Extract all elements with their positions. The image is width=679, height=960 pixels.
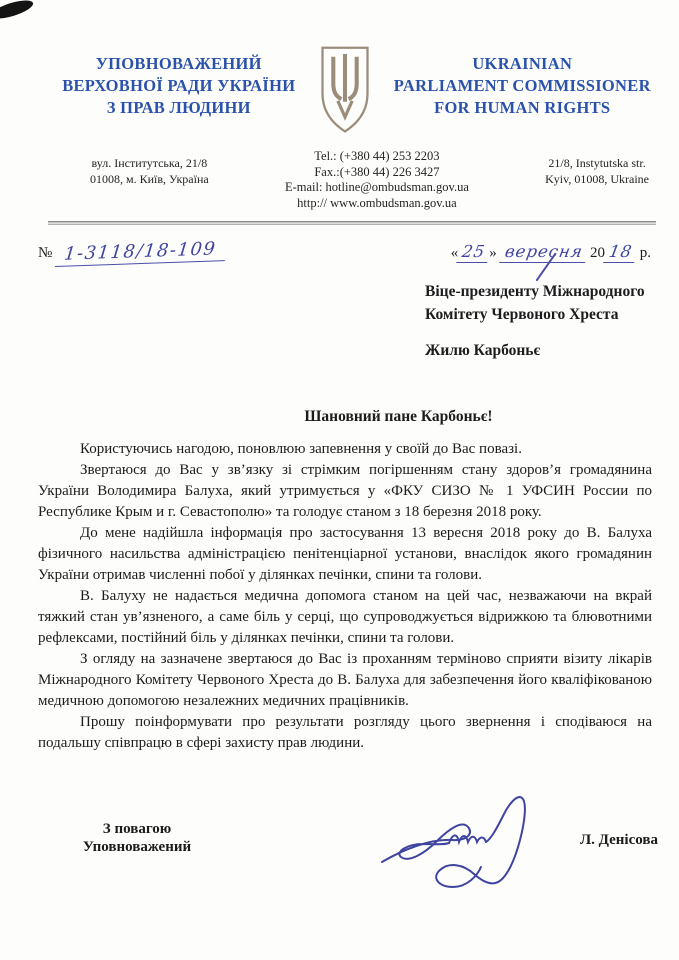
signature-ink [376, 794, 548, 906]
closing-line1: З повагою [102, 821, 172, 837]
emblem-container [312, 45, 378, 135]
reference-date-row [38, 238, 651, 265]
org-title-english [378, 45, 667, 119]
letter-date [451, 242, 651, 263]
date-year-handwritten: 18 [603, 242, 638, 263]
address-ukrainian [90, 149, 209, 187]
recipient-title-line2: Комітету Червоного Хреста [425, 306, 619, 323]
letterhead-divider [48, 221, 656, 225]
trident-coat-of-arms-icon [318, 45, 372, 135]
fax-line: Fax.:(+380 44) 226 3427 [314, 164, 440, 179]
date-century: 20 [590, 245, 605, 261]
website-line: http:// www.ombudsman.gov.ua [297, 195, 457, 210]
contact-details [285, 149, 469, 211]
salutation: Шановний пане Карбоньє! [304, 408, 493, 425]
letterhead [0, 0, 679, 135]
recipient-title-line1: Віце-президенту Міжнародного [425, 283, 645, 300]
recipient-block [425, 280, 659, 362]
letter-body [38, 439, 652, 754]
reference-label: № [38, 245, 53, 261]
org-uk-line2: ВЕРХОВНОЇ РАДИ УКРАЇНИ [62, 76, 296, 95]
date-day-handwritten: 25 [456, 242, 491, 263]
reference-number-handwritten: 1-3118/18-109 [55, 238, 228, 267]
body-paragraph: Користуючись нагодою, поновлюю запевнення у своїй до Вас повазі. [80, 441, 522, 457]
address-english [545, 149, 649, 187]
body-paragraph: До мене надійшла інформація про застосування 13 вересня 2018 року до В. Балуха фізичного насильства адміністрацією пенітенціарної установи, внаслідок якого громадянин України отримав численні побої у ділянках печінки, спини та голови. [38, 525, 652, 583]
recipient-name: Жилю Карбоньє [425, 342, 541, 359]
email-line: E-mail: hotline@ombudsman.gov.ua [284, 180, 469, 194]
date-month-handwritten: вересня [499, 242, 588, 263]
org-uk-line3: З ПРАВ ЛЮДИНИ [106, 98, 251, 117]
body-paragraph: З огляду на зазначене звертаюся до Вас із проханням терміново сприяти візиту лікарів Міжнародного Комітету Червоного Хреста до В. Балуха для забезпечення його кваліфікованою медичною допомогою незалежних медичних працівників. [38, 651, 652, 709]
org-uk-line1: УПОВНОВАЖЕНИЙ [95, 54, 262, 73]
letterhead-contacts [0, 135, 679, 211]
closing-line2: Уповноважений [82, 839, 192, 855]
quote-close: » [489, 245, 497, 261]
body-paragraph: В. Балуху не надається медична допомога станом на цей час, незважаючи на вкрай тяжкий стан ув’язненого, а саме біль у серці, що супроводжується відрижкою та блювотними рефлексами, постійний біль у ділянках печінки, спини та голови. [38, 588, 652, 646]
org-en-line3: FOR HUMAN RIGHTS [434, 98, 611, 117]
date-era-suffix: р. [639, 245, 651, 261]
address-uk-line1: вул. Інститутська, 21/8 [91, 156, 208, 170]
org-en-line1: UKRAINIAN [472, 54, 573, 73]
address-en-line1: 21/8, Instytutska str. [548, 156, 646, 170]
body-paragraph: Прошу поінформувати про результати розгляду цього звернення і сподіваюся на подальшу співпрацю в сфері захисту прав людини. [38, 714, 652, 751]
org-en-line2: PARLIAMENT COMMISSIONER [393, 76, 651, 95]
org-title-ukrainian [46, 45, 312, 119]
body-paragraph: Звертаюся до Вас у зв’язку зі стрімким погіршенням стану здоров’я громадянина України Володимира Балуха, який утримується у «ФКУ СИЗО № 1 УФСИН России по Республике Крым и г. Севастополю» та голодує станом з 18 березня 2018 року. [38, 462, 652, 520]
closing-block [62, 820, 212, 856]
address-en-line2: Kyiv, 01008, Ukraine [545, 171, 649, 186]
quote-open: « [450, 245, 459, 261]
reference-number [38, 238, 226, 265]
phone-line: Tel.: (+380 44) 253 2203 [314, 149, 440, 163]
address-uk-line2: 01008, м. Київ, Україна [90, 171, 209, 186]
signer-name: Л. Денісова [579, 832, 658, 848]
